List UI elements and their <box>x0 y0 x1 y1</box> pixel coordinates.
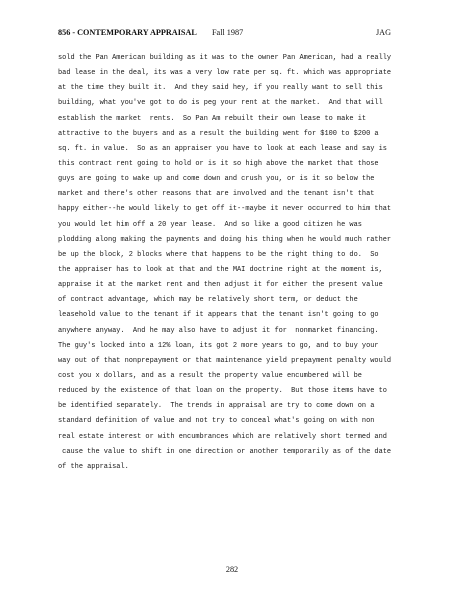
text-line: leasehold value to the tenant if it appears that the tenant isn't going to go <box>58 311 379 320</box>
issue-label: Fall 1987 <box>212 28 244 37</box>
text-line: building, what you've got to do is peg your rent at the market. And that will <box>58 99 383 108</box>
text-line: this contract rent going to hold or is it so high above the market that those <box>58 159 379 168</box>
text-line: cause the value to shift in one direction or another temporarily as of the date <box>58 447 392 456</box>
text-line: be identified separately. The trends in appraisal are try to come down on a <box>58 402 375 411</box>
running-header <box>58 27 424 39</box>
text-line: at the time they built it. And they said hey, if you really want to sell this <box>58 84 383 93</box>
text-line: plodding along making the payments and doing his thing when he would much rather <box>58 235 392 244</box>
text-line: way out of that nonprepayment or that maintenance yield prepayment penalty would <box>58 356 392 365</box>
page-number: 282 <box>225 565 239 574</box>
text-line: cost you x dollars, and as a result the property value encumbered will be <box>58 371 362 380</box>
text-line: sold the Pan American building as it was to the owner Pan American, had a really <box>58 54 392 62</box>
text-line: establish the market rents. So Pan Am rebuilt their own lease to make it <box>58 114 367 123</box>
text-line: be up the block, 2 blocks where that happens to be the right thing to do. So <box>58 250 379 259</box>
text-line: guys are going to wake up and come down and crush you, or is it so below the <box>58 175 375 184</box>
text-line: real estate interest or with encumbrances which are relatively short termed and <box>58 432 387 441</box>
journal-title: 856 - CONTEMPORARY APPRAISAL <box>58 28 197 37</box>
author-initials: JAG <box>376 28 392 37</box>
text-line: sq. ft. in value. So as an appraiser you have to look at each lease and say is <box>58 144 387 153</box>
text-line: of contract advantage, which may be relatively short term, or deduct the <box>58 296 358 305</box>
text-line: reduced by the existence of that loan on the property. But those items have to <box>58 387 387 396</box>
text-line: happy either--he would likely to get off it--maybe it never occurred to him that <box>58 205 392 214</box>
text-line: bad lease in the deal, its was a very low rate per sq. ft. which was appropriate <box>58 69 392 78</box>
text-line: of the appraisal. <box>58 462 129 471</box>
text-line: anywhere anyway. And he may also have to adjust it for nonmarket financing. <box>58 326 379 335</box>
text-line: you would let him off a 20 year lease. And so like a good citizen he was <box>58 220 362 229</box>
text-line: attractive to the buyers and as a result the building went for $100 to $200 a <box>58 129 379 138</box>
transcript-body <box>58 51 420 475</box>
text-line: The guy's locked into a 12% loan, its got 2 more years to go, and to buy your <box>58 341 379 350</box>
text-line: the appraiser has to look at that and the MAI doctrine right at the moment is, <box>58 265 383 274</box>
text-line: appraise it at the market rent and then adjust it for either the present value <box>58 281 383 290</box>
text-line: market and there's other reasons that are involved and the tenant isn't that <box>58 190 375 199</box>
text-line: standard definition of value and not try to conceal what's going on with non <box>58 417 375 426</box>
